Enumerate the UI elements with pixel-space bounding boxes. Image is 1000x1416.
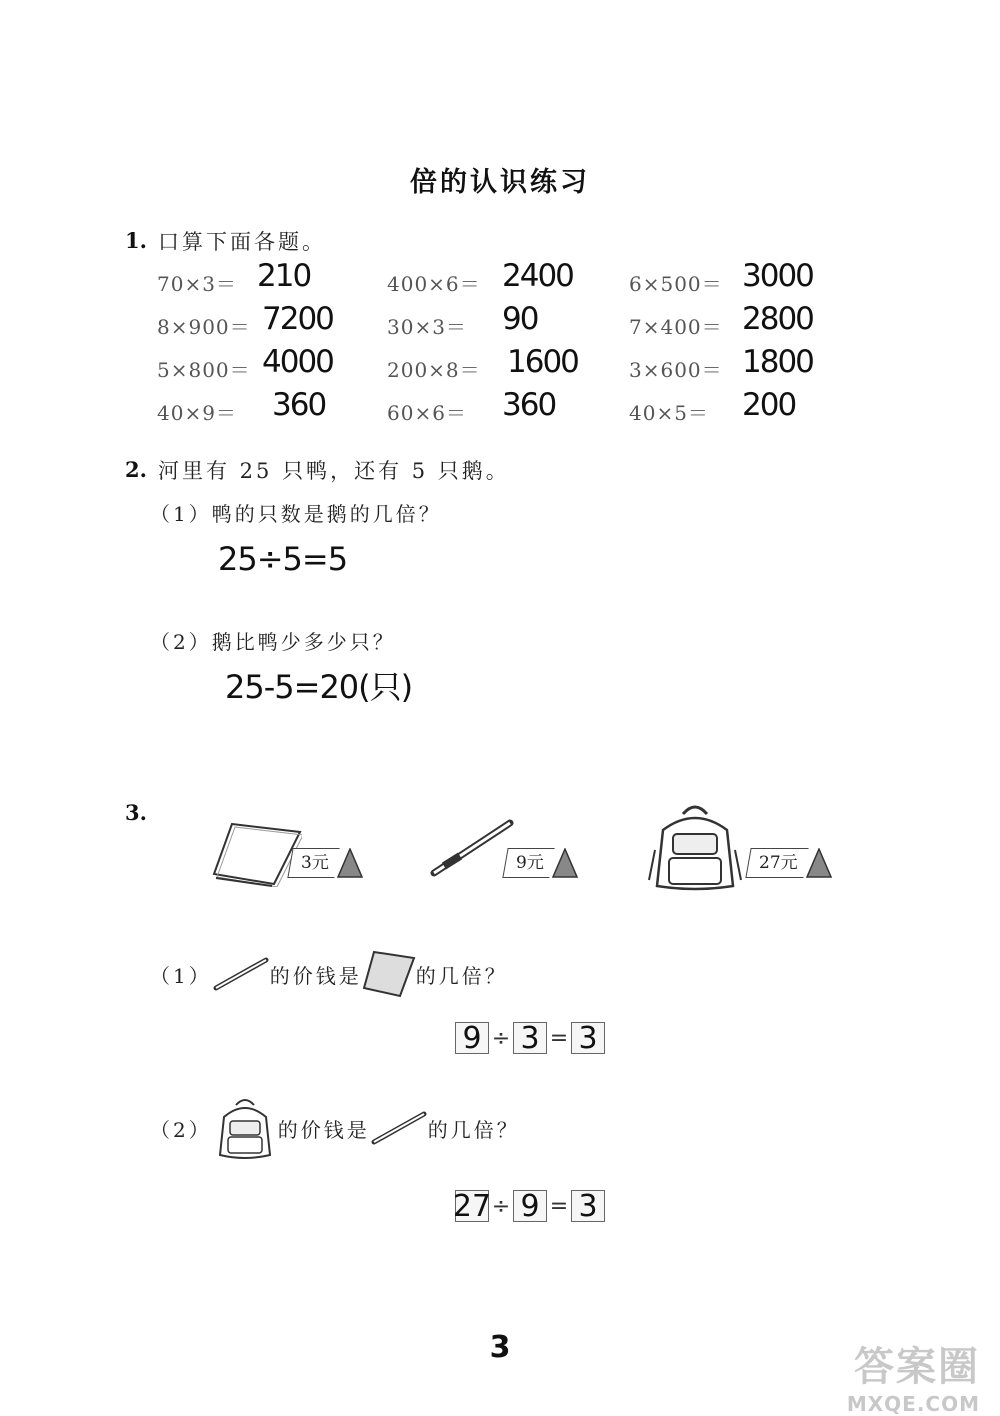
answer-box: 3 <box>571 1022 605 1054</box>
handwritten-answer: 360 <box>272 387 326 423</box>
triangle-icon <box>806 848 832 878</box>
handwritten-answer: 4000 <box>262 344 333 380</box>
watermark <box>847 1335 980 1416</box>
math-item: 30×3＝ 90 <box>387 301 538 339</box>
math-row <box>157 344 847 391</box>
math-item: 400×6＝ 2400 <box>387 258 573 296</box>
handwritten-answer: 7200 <box>262 301 333 337</box>
handwritten-answer: 200 <box>742 387 796 423</box>
math-item: 70×3＝ 210 <box>157 258 311 296</box>
watermark-url: MXQE.COM <box>846 1392 980 1416</box>
math-item: 40×9＝ 360 <box>157 387 326 425</box>
handwritten-answer: 1800 <box>742 344 813 380</box>
question-3-number: 3. <box>125 800 147 825</box>
answer-box: 27 <box>452 1188 492 1224</box>
equals-sign: = <box>549 1025 569 1051</box>
notebook-price-tag <box>290 848 363 878</box>
page-title: 倍的认识练习 <box>410 167 590 198</box>
handwritten-answer-2-2: 25-5=20(只) <box>225 668 413 706</box>
question-3-sub-1: （1） 的价钱是 的几倍？ <box>150 950 508 998</box>
equation-3-1 <box>455 1020 605 1056</box>
handwritten-answer: 210 <box>257 258 311 294</box>
pen-icon <box>212 956 270 992</box>
answer-box: 9 <box>455 1022 489 1054</box>
mental-math-grid <box>157 258 847 434</box>
math-item: 8×900＝ 7200 <box>157 301 333 339</box>
answer-box: 3 <box>513 1022 547 1054</box>
math-item: 60×6＝ 360 <box>387 387 556 425</box>
watermark-logo-text: 答案圈 <box>854 1344 980 1390</box>
handwritten-answer: 90 <box>502 301 538 337</box>
question-2-number: 2. <box>125 457 147 482</box>
backpack-price-tag <box>748 848 832 878</box>
pen-price-tag <box>505 848 578 878</box>
question-2-sub-2: （2）鹅比鸭少多少只？ <box>150 630 396 654</box>
divide-sign: ÷ <box>491 1025 511 1051</box>
equals-sign: = <box>549 1193 569 1219</box>
answer-box: 3 <box>571 1190 605 1222</box>
math-row <box>157 258 847 305</box>
divide-sign: ÷ <box>491 1193 511 1219</box>
question-3-sub-2: （2） 的价钱是 的几倍？ <box>150 1095 520 1161</box>
notebook-price: 3元 <box>301 853 329 873</box>
question-1-text: 口算下面各题。 <box>158 230 326 254</box>
pen-price: 9元 <box>516 853 544 873</box>
backpack-icon <box>645 800 745 896</box>
handwritten-answer: 1600 <box>507 344 578 380</box>
math-row <box>157 301 847 348</box>
answer-box: 9 <box>513 1190 547 1222</box>
backpack-price: 27元 <box>759 853 798 873</box>
page-number: 3 <box>489 1330 511 1365</box>
question-2-sub-1: （1）鸭的只数是鹅的几倍？ <box>150 502 442 526</box>
handwritten-answer: 360 <box>502 387 556 423</box>
triangle-icon <box>337 848 363 878</box>
math-item: 5×800＝ 4000 <box>157 344 333 382</box>
handwritten-answer: 2800 <box>742 301 813 337</box>
handwritten-answer: 3000 <box>742 258 813 294</box>
math-item: 7×400＝ 2800 <box>629 301 813 339</box>
handwritten-answer-2-1: 25÷5=5 <box>218 540 348 578</box>
math-item: 6×500＝ 3000 <box>629 258 813 296</box>
math-item: 3×600＝ 1800 <box>629 344 813 382</box>
backpack-icon <box>212 1095 278 1161</box>
math-item: 40×5＝ 200 <box>629 387 796 425</box>
math-item: 200×8＝ 1600 <box>387 344 578 382</box>
notebook-icon <box>212 822 302 891</box>
equation-3-2 <box>452 1188 605 1224</box>
math-row <box>157 387 847 434</box>
question-1-number: 1. <box>125 228 147 253</box>
pen-icon <box>370 1110 428 1146</box>
triangle-icon <box>552 848 578 878</box>
notebook-icon <box>362 950 416 998</box>
handwritten-answer: 2400 <box>502 258 573 294</box>
question-2-text: 河里有 25 只鸭，还有 5 只鹅。 <box>158 459 510 483</box>
